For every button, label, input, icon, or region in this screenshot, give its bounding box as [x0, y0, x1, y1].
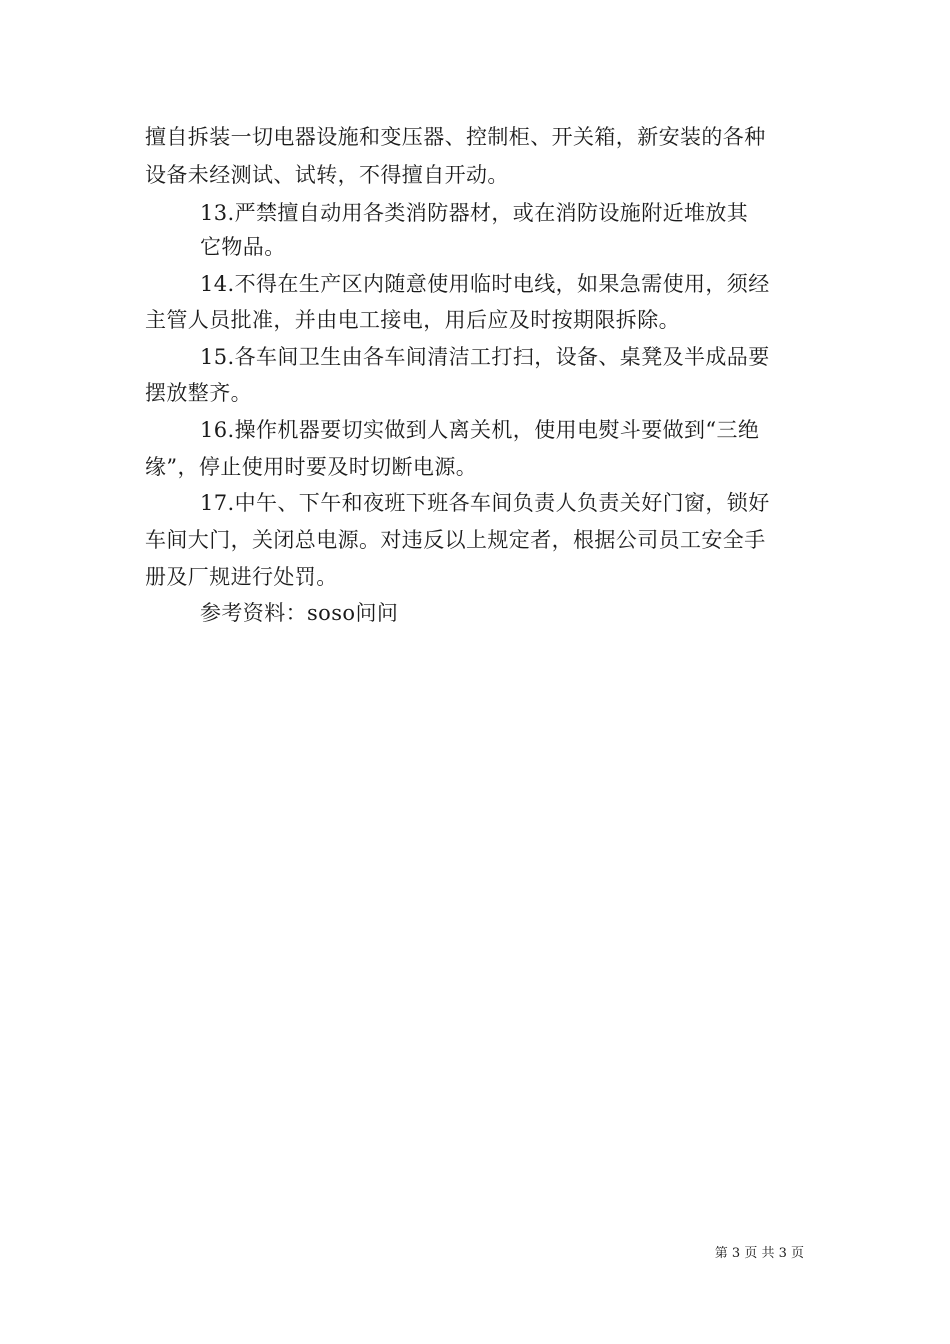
page-number-footer: 第 3 页 共 3 页 — [714, 1246, 804, 1261]
rule-16-continuation: 缘”，停止使用时要及时切断电源。 — [145, 455, 478, 479]
rule-17-continuation: 车间大门，关闭总电源。对违反以上规定者，根据公司员工安全手 — [145, 528, 766, 552]
rule-16-line: 16.操作机器要切实做到人离关机，使用电熨斗要做到“三绝 — [200, 418, 760, 442]
rule-13-line: 13.严禁擅自动用各类消防器材，或在消防设施附近堆放其 — [200, 201, 749, 225]
rule-15-continuation: 摆放整齐。 — [145, 381, 252, 405]
rule-13-continuation: 它物品。 — [200, 235, 286, 259]
rule-14-continuation: 主管人员批准，并由电工接电，用后应及时按期限拆除。 — [145, 308, 680, 332]
reference-line: 参考资料：soso问问 — [200, 601, 399, 625]
rule-17-continuation: 册及厂规进行处罚。 — [145, 565, 338, 589]
rule-14-line: 14.不得在生产区内随意使用临时电线，如果急需使用，须经 — [200, 272, 770, 296]
body-text-line: 设备未经测试、试转，不得擅自开动。 — [145, 163, 509, 187]
rule-17-line: 17.中午、下午和夜班下班各车间负责人负责关好门窗，锁好 — [200, 491, 770, 515]
body-text-line: 擅自拆装一切电器设施和变压器、控制柜、开关箱，新安装的各种 — [145, 125, 766, 149]
rule-15-line: 15.各车间卫生由各车间清洁工打扫，设备、桌凳及半成品要 — [200, 345, 770, 369]
